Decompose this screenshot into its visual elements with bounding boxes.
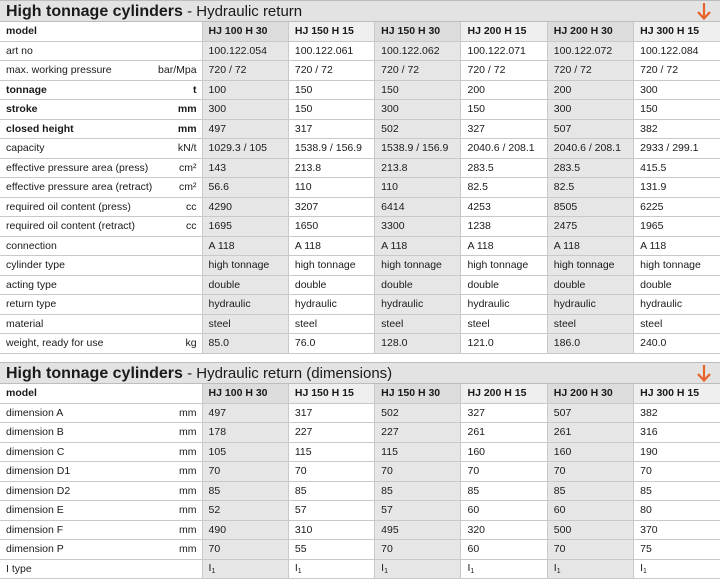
row-label: material [6, 317, 44, 330]
table-cell: 240.0 [634, 334, 720, 354]
row-label: art no [6, 44, 33, 57]
table-cell: high tonnage [202, 256, 288, 276]
table-cell: A 118 [461, 236, 547, 256]
model-header-cell: HJ 200 H 15 [461, 384, 547, 403]
table-cell: 60 [547, 501, 633, 521]
table-cell: 70 [634, 462, 720, 482]
table-cell: double [375, 275, 461, 295]
table-cell: 60 [461, 540, 547, 560]
table-cell: 150 [375, 80, 461, 100]
table-cell: 100.122.054 [202, 41, 288, 61]
table-row [0, 275, 720, 295]
table-cell: 261 [461, 423, 547, 443]
table-cell: 110 [375, 178, 461, 198]
row-label-cell [0, 314, 202, 334]
itype-base: I [294, 562, 298, 575]
table-cell: 1695 [202, 217, 288, 237]
model-header-cell: HJ 150 H 30 [375, 384, 461, 403]
table-cell: 60 [461, 501, 547, 521]
row-unit: mm [179, 504, 197, 516]
table-cell: 200 [547, 80, 633, 100]
table-cell: 507 [547, 403, 633, 423]
table-row [0, 100, 720, 120]
table-cell: 490 [202, 520, 288, 540]
row-label-cell [0, 275, 202, 295]
table-cell: high tonnage [375, 256, 461, 276]
row-label: capacity [6, 142, 45, 154]
table-cell: A 118 [288, 236, 374, 256]
row-label: dimension D2 [6, 484, 71, 497]
itype-base: I [208, 562, 212, 575]
model-header-cell: HJ 200 H 30 [547, 22, 633, 41]
section-title [6, 2, 302, 21]
table-cell: 2040.6 / 208.1 [461, 139, 547, 159]
table-row [0, 559, 720, 579]
table-cell: 100.122.072 [547, 41, 633, 61]
row-label: closed height [6, 122, 74, 135]
table-cell: 283.5 [547, 158, 633, 178]
table-section-dimensions [0, 362, 720, 579]
table-row [0, 41, 720, 61]
table-cell [375, 559, 461, 579]
row-label: tonnage [6, 83, 47, 96]
table-cell: 6225 [634, 197, 720, 217]
row-label: dimension P [6, 543, 64, 555]
row-label-cell [0, 236, 202, 256]
table-cell: 227 [288, 423, 374, 443]
table-cell: 261 [547, 423, 633, 443]
row-label: dimension E [6, 504, 64, 516]
table-cell: steel [202, 314, 288, 334]
table-row [0, 236, 720, 256]
table-cell: 128.0 [375, 334, 461, 354]
table-cell: 3300 [375, 217, 461, 237]
row-unit: mm [179, 426, 197, 438]
table-cell: 720 / 72 [375, 61, 461, 81]
table-cell: 4290 [202, 197, 288, 217]
table-cell: 300 [375, 100, 461, 120]
row-label: effective pressure area (retract) [6, 181, 153, 193]
table-cell: 382 [634, 403, 720, 423]
section-title-bar [0, 0, 720, 22]
table-cell: 121.0 [461, 334, 547, 354]
row-label: I type [6, 562, 32, 575]
table-cell: hydraulic [461, 295, 547, 315]
table-cell: 415.5 [634, 158, 720, 178]
row-label: stroke [6, 103, 38, 115]
table-cell: high tonnage [288, 256, 374, 276]
section-title-bar [0, 362, 720, 384]
table-cell: 110 [288, 178, 374, 198]
table-row [0, 139, 720, 159]
model-header-cell: HJ 200 H 30 [547, 384, 633, 403]
itype-sub: 1 [384, 568, 388, 576]
model-header-cell: HJ 150 H 15 [288, 22, 374, 41]
table-cell: 720 / 72 [461, 61, 547, 81]
table-cell: double [461, 275, 547, 295]
row-unit: kg [185, 337, 197, 349]
row-unit: t [193, 83, 197, 96]
row-unit: mm [179, 465, 197, 477]
table-cell: 1538.9 / 156.9 [375, 139, 461, 159]
table-cell: 213.8 [375, 158, 461, 178]
table-cell: 160 [547, 442, 633, 462]
section-title [6, 364, 392, 383]
table-cell: 190 [634, 442, 720, 462]
table-cell: 56.6 [202, 178, 288, 198]
table-row [0, 540, 720, 560]
row-unit: cm² [179, 161, 197, 174]
table-cell: 502 [375, 403, 461, 423]
table-cell: steel [288, 314, 374, 334]
table-cell [547, 559, 633, 579]
table-row [0, 61, 720, 81]
itype-sub: 1 [211, 568, 216, 576]
table-cell: 57 [375, 501, 461, 521]
table-cell: 100.122.071 [461, 41, 547, 61]
row-label-cell [0, 256, 202, 276]
table-cell [461, 559, 547, 579]
row-unit: mm [177, 122, 197, 135]
row-label-cell [0, 442, 202, 462]
row-label: max. working pressure [6, 64, 112, 76]
itype-sub: 1 [297, 568, 302, 576]
table-cell: 186.0 [547, 334, 633, 354]
row-label-cell [0, 559, 202, 579]
row-unit: bar/Mpa [158, 64, 197, 76]
table-cell: 327 [461, 403, 547, 423]
row-unit: mm [179, 523, 197, 536]
header-label-cell [0, 384, 202, 403]
table-cell: 100.122.061 [288, 41, 374, 61]
table-cell: 720 / 72 [634, 61, 720, 81]
row-label-cell [0, 217, 202, 237]
section-title-rest: - Hydraulic return [182, 3, 303, 20]
table-cell: 200 [461, 80, 547, 100]
table-cell: 1538.9 / 156.9 [288, 139, 374, 159]
table-cell [288, 559, 374, 579]
table-cell: double [288, 275, 374, 295]
table-cell: 57 [288, 501, 374, 521]
table-cell: 105 [202, 442, 288, 462]
row-label: dimension B [6, 426, 64, 438]
row-label-cell [0, 540, 202, 560]
table-cell: 85 [375, 481, 461, 501]
table-cell: 1965 [634, 217, 720, 237]
row-label-cell [0, 41, 202, 61]
table-cell: 283.5 [461, 158, 547, 178]
table-cell: 310 [288, 520, 374, 540]
table-row [0, 119, 720, 139]
table-cell: 115 [288, 442, 374, 462]
table-cell: 1238 [461, 217, 547, 237]
model-header-cell: HJ 150 H 30 [375, 22, 461, 41]
model-header-cell: HJ 300 H 15 [634, 22, 720, 41]
row-label-cell [0, 119, 202, 139]
table-row [0, 334, 720, 354]
table-row [0, 197, 720, 217]
table-cell: 300 [547, 100, 633, 120]
table-cell: 2475 [547, 217, 633, 237]
row-label-cell [0, 501, 202, 521]
table-cell: 70 [375, 540, 461, 560]
row-unit: mm [179, 406, 197, 419]
table-cell: 70 [202, 540, 288, 560]
table-cell: 497 [202, 119, 288, 139]
table-cell: 150 [288, 80, 374, 100]
table-row [0, 295, 720, 315]
table-cell: 507 [547, 119, 633, 139]
table-cell: 70 [461, 462, 547, 482]
row-label: acting type [6, 278, 57, 291]
row-unit: cc [186, 220, 197, 232]
table-cell: 80 [634, 501, 720, 521]
table-cell: high tonnage [634, 256, 720, 276]
table-cell: 70 [288, 462, 374, 482]
table-cell: steel [547, 314, 633, 334]
row-label-cell [0, 462, 202, 482]
table-cell: double [634, 275, 720, 295]
table-row [0, 403, 720, 423]
table-cell: 150 [461, 100, 547, 120]
table-cell: 75 [634, 540, 720, 560]
table-row [0, 256, 720, 276]
table-cell: 100.122.084 [634, 41, 720, 61]
table-cell: 100 [202, 80, 288, 100]
table-row [0, 314, 720, 334]
model-header-cell: HJ 300 H 15 [634, 384, 720, 403]
row-label: effective pressure area (press) [6, 161, 149, 174]
row-unit: mm [179, 543, 197, 555]
row-label: required oil content (press) [6, 200, 131, 213]
table-cell: 316 [634, 423, 720, 443]
itype-sub: 1 [556, 568, 561, 576]
table-cell: 82.5 [547, 178, 633, 198]
row-label: return type [6, 298, 57, 310]
table-cell: 70 [547, 462, 633, 482]
row-unit: mm [177, 103, 197, 115]
table-row [0, 462, 720, 482]
row-label: weight, ready for use [6, 337, 104, 349]
table-cell: 82.5 [461, 178, 547, 198]
table-cell: 85 [288, 481, 374, 501]
table-cell: 150 [634, 100, 720, 120]
table-cell: hydraulic [547, 295, 633, 315]
itype-sub: 1 [643, 568, 647, 576]
table-cell: 6414 [375, 197, 461, 217]
table-cell: 320 [461, 520, 547, 540]
table-cell: 382 [634, 119, 720, 139]
table-cell: 100.122.062 [375, 41, 461, 61]
row-label: dimension F [6, 523, 64, 536]
row-label-cell [0, 158, 202, 178]
table-cell [202, 559, 288, 579]
row-label-cell [0, 100, 202, 120]
table-cell: steel [375, 314, 461, 334]
table-cell: 213.8 [288, 158, 374, 178]
row-label-cell [0, 295, 202, 315]
section-title-bold: High tonnage cylinders [6, 365, 183, 382]
table-row [0, 481, 720, 501]
row-label-cell [0, 423, 202, 443]
itype-base: I [467, 562, 471, 575]
table-cell: 85 [547, 481, 633, 501]
table-cell: A 118 [375, 236, 461, 256]
table-cell: 131.9 [634, 178, 720, 198]
row-label-cell [0, 481, 202, 501]
table-cell: double [202, 275, 288, 295]
table-cell: steel [461, 314, 547, 334]
section-title-bold: High tonnage cylinders [6, 3, 183, 20]
itype-base: I [640, 562, 644, 575]
row-label: dimension D1 [6, 465, 71, 477]
table-cell: 160 [461, 442, 547, 462]
table-cell: 502 [375, 119, 461, 139]
table-cell: double [547, 275, 633, 295]
table-row [0, 520, 720, 540]
row-label-cell [0, 520, 202, 540]
row-label-cell [0, 197, 202, 217]
table-row [0, 423, 720, 443]
row-unit: kN/t [177, 142, 197, 154]
table-cell: steel [634, 314, 720, 334]
table-cell: 2933 / 299.1 [634, 139, 720, 159]
row-label: dimension A [6, 406, 64, 419]
table-cell: hydraulic [288, 295, 374, 315]
table-cell: 500 [547, 520, 633, 540]
itype-sub: 1 [470, 568, 475, 576]
table-cell: 300 [634, 80, 720, 100]
header-label: model [6, 25, 37, 37]
table-cell: 115 [375, 442, 461, 462]
table-cell [634, 559, 720, 579]
row-label: required oil content (retract) [6, 220, 135, 232]
table-cell: 3207 [288, 197, 374, 217]
table-cell: 720 / 72 [547, 61, 633, 81]
row-label-cell [0, 61, 202, 81]
row-label-cell [0, 139, 202, 159]
table-cell: 370 [634, 520, 720, 540]
table-cell: A 118 [202, 236, 288, 256]
table-row [0, 80, 720, 100]
itype-base: I [553, 562, 557, 575]
table-cell: 300 [202, 100, 288, 120]
table-cell: 70 [202, 462, 288, 482]
table-cell: 70 [375, 462, 461, 482]
table-cell: A 118 [634, 236, 720, 256]
table-cell: 2040.6 / 208.1 [547, 139, 633, 159]
table-row [0, 442, 720, 462]
table-row [0, 178, 720, 198]
table-cell: 70 [547, 540, 633, 560]
table-cell: A 118 [547, 236, 633, 256]
header-label-cell [0, 22, 202, 41]
table-cell: 317 [288, 119, 374, 139]
table-cell: 85 [634, 481, 720, 501]
table-cell: 55 [288, 540, 374, 560]
row-label: connection [6, 239, 57, 252]
table-row [0, 501, 720, 521]
table-cell: 85.0 [202, 334, 288, 354]
table-cell: 52 [202, 501, 288, 521]
row-unit: mm [179, 445, 197, 458]
table-cell: 497 [202, 403, 288, 423]
table-cell: 150 [288, 100, 374, 120]
table-row [0, 158, 720, 178]
table-cell: 4253 [461, 197, 547, 217]
model-header-cell: HJ 100 H 30 [202, 384, 288, 403]
table-row [0, 217, 720, 237]
table-cell: 85 [461, 481, 547, 501]
row-label-cell [0, 80, 202, 100]
table-cell: 495 [375, 520, 461, 540]
row-unit: cm² [179, 181, 197, 193]
table-cell: 85 [202, 481, 288, 501]
table-header-row [0, 22, 720, 41]
table-cell: 1650 [288, 217, 374, 237]
table-cell: high tonnage [461, 256, 547, 276]
down-arrow-icon[interactable] [696, 364, 712, 383]
table-cell: 76.0 [288, 334, 374, 354]
row-label-cell [0, 403, 202, 423]
row-label: dimension C [6, 445, 65, 458]
table-cell: 1029.3 / 105 [202, 139, 288, 159]
table-cell: high tonnage [547, 256, 633, 276]
model-header-cell: HJ 150 H 15 [288, 384, 374, 403]
header-label: model [6, 387, 37, 399]
row-unit: cc [186, 200, 197, 213]
table-cell: 317 [288, 403, 374, 423]
table-cell: 720 / 72 [288, 61, 374, 81]
table-cell: hydraulic [634, 295, 720, 315]
table-cell: 8505 [547, 197, 633, 217]
row-label: cylinder type [6, 259, 65, 271]
down-arrow-icon[interactable] [696, 2, 712, 21]
table-cell: 143 [202, 158, 288, 178]
row-unit: mm [179, 484, 197, 497]
model-header-cell: HJ 100 H 30 [202, 22, 288, 41]
section-title-rest: - Hydraulic return (dimensions) [182, 365, 393, 382]
specs-table [0, 22, 720, 354]
table-cell: hydraulic [375, 295, 461, 315]
table-cell: 178 [202, 423, 288, 443]
itype-base: I [381, 562, 385, 575]
row-label-cell [0, 178, 202, 198]
model-header-cell: HJ 200 H 15 [461, 22, 547, 41]
table-cell: 227 [375, 423, 461, 443]
dimensions-table [0, 384, 720, 579]
table-cell: 720 / 72 [202, 61, 288, 81]
row-label-cell [0, 334, 202, 354]
table-cell: 327 [461, 119, 547, 139]
table-cell: hydraulic [202, 295, 288, 315]
table-header-row [0, 384, 720, 403]
